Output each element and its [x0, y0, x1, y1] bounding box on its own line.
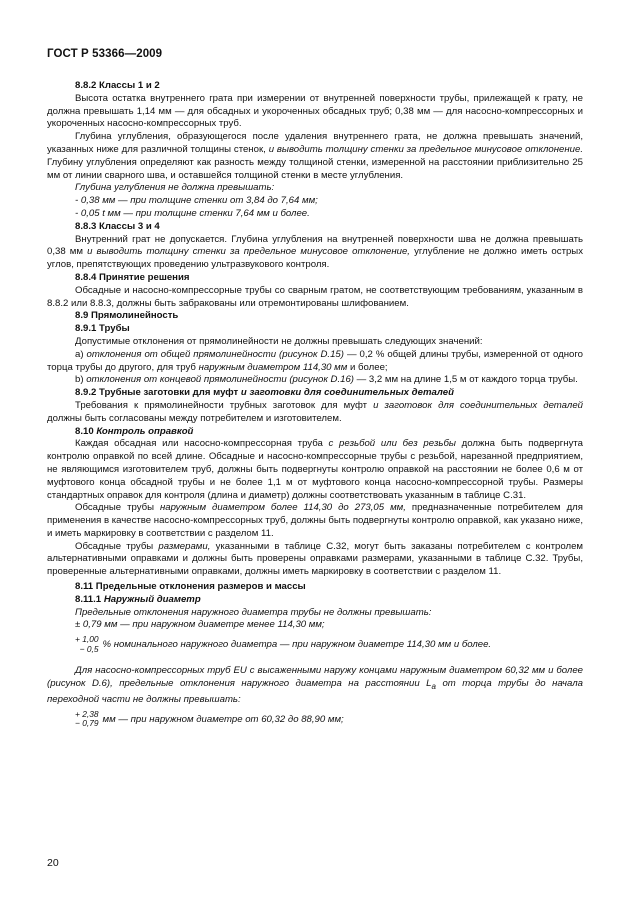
page-number: 20	[47, 857, 59, 869]
section-heading-8-8-2: 8.8.2 Классы 1 и 2	[75, 80, 160, 91]
section-heading-8-9-2: 8.9.2 Трубные заготовки для муфт и заготовки для соединительных деталей	[75, 387, 454, 399]
section-heading-8-8-3: 8.8.3 Классы 3 и 4	[75, 220, 160, 232]
paragraph: Внутренний грат не допускается. Глубина углубления на внутренней поверхности шва не должна превышать 0,38 мм и выводить толщину стенки за предельное минусовое отклонение, углубление не должно иметь острых углов, препятствующих проведению ультразвукового контроля.	[47, 233, 583, 271]
list-item: - 0,05 t мм — при толщине стенки 7,64 мм и более.	[75, 207, 310, 219]
section-heading-8-11: 8.11 Предельные отклонения размеров и массы	[75, 581, 306, 593]
section-heading-8-9-1: 8.9.1 Трубы	[75, 323, 130, 335]
paragraph: Предельные отклонения наружного диаметра трубы не должны превышать:	[75, 606, 432, 618]
paragraph: Высота остатка внутреннего грата при измерении от внутренней поверхности трубы, прилежащей к грату, не должна превышать 1,14 мм — для обсадных и укороченных обсадных труб; 0,38 мм — для насосно-компрессорных и укороченных насосно-компрессорных труб.	[47, 92, 583, 130]
section-heading-8-10: 8.10 Контроль оправкой	[75, 425, 194, 437]
paragraph: Обсадные трубы наружным диаметром более 114,30 до 273,05 мм, предназначенные потребителем для применения в качестве насосно-компрессорных труб, должны быть подвергнуты контролю оправкой, как указано ниже, и иметь маркировку в соответствии с разделом 11.	[47, 502, 583, 539]
paragraph: Обсадные трубы размерами, указанными в таблице С.32, могут быть заказаны потребителем с контролем альтернативными оправками и должны быть проверены оправками размерами, указанными в таблице С.32. Трубы, проверенные альтернативными оправками, должны иметь маркировку в соответствии с разделом 11.	[47, 540, 583, 578]
tolerance-fraction: + 1,00 − 0,5	[75, 634, 99, 654]
list-item-b: b) отклонения от концевой прямолинейности (рисунок D.16) — 3,2 мм на длине 1,5 м от каждого торца трубы.	[75, 374, 578, 386]
tolerance-item: + 2,38 − 0,79 мм — при наружном диаметре от 60,32 до 88,90 мм;	[75, 708, 344, 729]
tolerance-fraction: + 2,38 − 0,79	[75, 708, 99, 729]
list-item: ± 0,79 мм — при наружном диаметре менее 114,30 мм;	[75, 619, 325, 631]
section-heading-8-8-4: 8.8.4 Принятие решения	[75, 271, 190, 283]
list-item-a: а) отклонения от общей прямолинейности (рисунок D.15) — 0,2 % общей длины трубы, измеренной от одного торца трубы до другого, для труб наружным диаметром 114,30 мм и более;	[47, 348, 583, 373]
tolerance-item: + 1,00 − 0,5 % номинального наружного диаметра — при наружном диаметре 114,30 мм и более.	[75, 634, 492, 654]
paragraph: Каждая обсадная или насосно-компрессорная труба с резьбой или без резьбы должна быть подвергнута контролю оправкой по всей длине. Обсадные и насосно-компрессорные трубы с резьбой, нарезанной предприятием, не являющимся изготовителем труб, должны быть подвергнуты контролю оправкой на расстоянии не более 0,6 м от муфтового конца обсадной трубы и не более 1,1 м от муфтового конца насосно-компрессорной трубы. Размеры стандартных оправок для контроля (длина и диаметр) должны соответствовать указанным в таблице С.31.	[47, 438, 583, 501]
section-heading-8-9: 8.9 Прямолинейность	[75, 310, 179, 322]
paragraph: Требования к прямолинейности трубных заготовок для муфт и заготовок для соединительных деталей должны быть согласованы между потребителем и изготовителем.	[47, 399, 583, 424]
section-heading-8-11-1: 8.11.1 Наружный диаметр	[75, 593, 201, 605]
list-item: - 0,38 мм — при толщине стенки от 3,84 до 7,64 мм;	[75, 195, 318, 207]
document-header: ГОСТ Р 53366—2009	[47, 48, 163, 60]
paragraph: Глубина углубления, образующегося после удаления внутреннего грата, не должна превышать значений, указанных ниже для различной толщины стенок, и выводить толщину стенки за предельное минусовое отклонение. Глубину углубления определяют как разность между толщиной стенки, измеренной на расстоянии приблизительно 25 мм от линии сварного шва, и оставшейся толщиной стенки в месте углубления.	[47, 131, 583, 181]
paragraph: Обсадные и насосно-компрессорные трубы со сварным гратом, не соответствующим требованиям, указанным в 8.8.2 или 8.8.3, должны быть забракованы или отремонтированы шлифованием.	[47, 284, 583, 309]
paragraph: Глубина углубления не должна превышать:	[75, 182, 275, 194]
paragraph: Для насосно-компрессорных труб EU с высаженными наружу концами наружным диаметром 60,32 мм и более (рисунок D.6), предельные отклонения наружного диаметра на расстоянии $L_a$ от торца трубы до начала переходной части не должны превышать:	[47, 665, 583, 705]
paragraph: Допустимые отклонения от прямолинейности не должны превышать следующих значений:	[75, 335, 483, 347]
page-content	[47, 80, 583, 734]
